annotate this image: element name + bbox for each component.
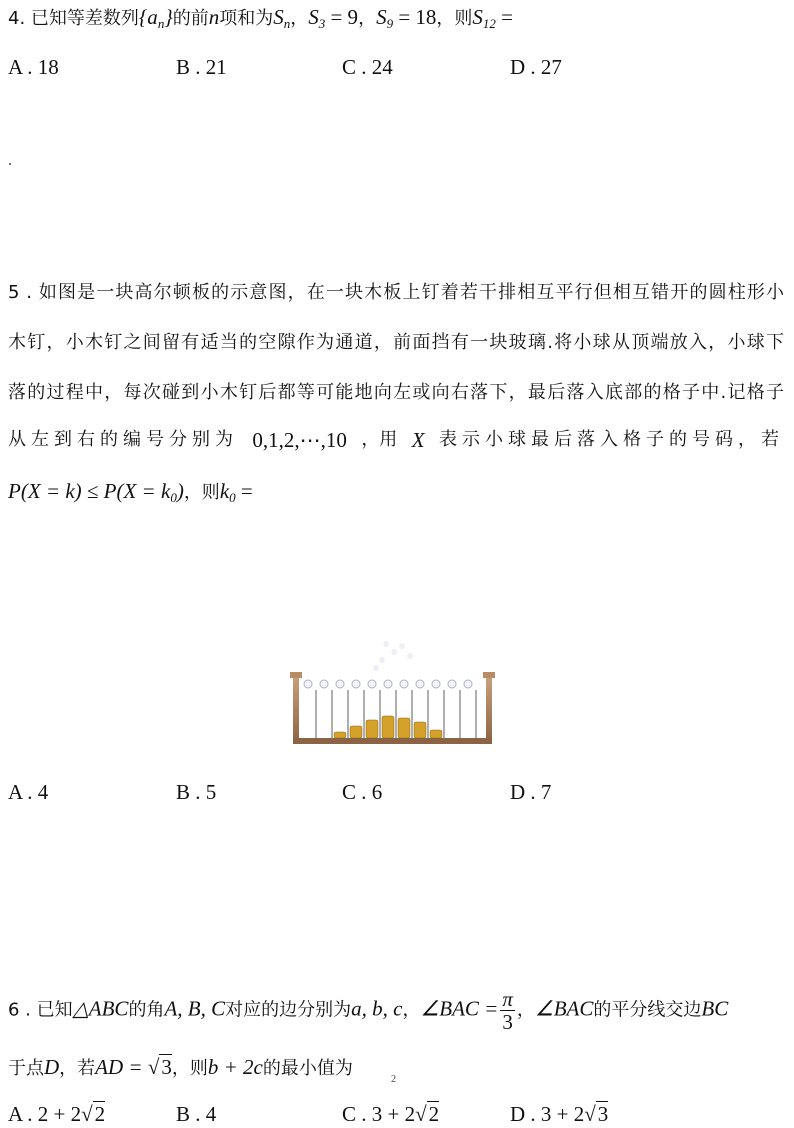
q6-option-b[interactable]: B . 4	[176, 1102, 217, 1126]
q5-option-a[interactable]: A . 4	[8, 780, 49, 804]
collected-balls	[334, 716, 442, 738]
stray-mark: 2	[391, 1074, 396, 1085]
q4-option-d[interactable]: D . 27	[510, 55, 562, 79]
question-number: 4	[8, 8, 20, 29]
falling-balls	[373, 641, 413, 671]
question-6-line-1: 6 . 已知△ABC的角A, B, C对应的边分别为a, b, c，∠BAC = $\frac{\pi}{3}$ ，∠BAC的平分线交边BC	[8, 987, 729, 1034]
q6-option-a[interactable]: A . 2 + 2√2	[8, 1102, 106, 1126]
q6-option-d[interactable]: D . 3 + 2√3	[510, 1102, 609, 1126]
galton-board-figure	[290, 632, 496, 748]
question-5-line-5: $P(X = k) \le P(X = k_0)$，则$k_0$ =	[8, 479, 253, 505]
q6-option-c[interactable]: C . 3 + 2√2	[342, 1102, 440, 1126]
peg-row	[304, 680, 472, 688]
q4-option-c[interactable]: C . 24	[342, 55, 393, 79]
question-4-stem: 4. 已知等差数列$\{a_n\}$的前n项和为$S_n$，$S_3 = 9$，$S_9 = 18$，则$S_{12}$ =	[8, 5, 513, 31]
slot-dividers	[316, 690, 476, 738]
question-5-line-2: 木钉，小木钉之间留有适当的空隙作为通道，前面挡有一块玻璃.将小球从顶端放入，小球下	[8, 332, 784, 353]
q5-option-c[interactable]: C . 6	[342, 780, 383, 804]
q4-option-b[interactable]: B . 21	[176, 55, 227, 79]
scan-speck	[9, 163, 11, 165]
question-5-line-1: 5 . 如图是一块高尔顿板的示意图，在一块木板上钉着若干排相互平行但相互错开的圆柱形小	[8, 282, 784, 303]
board-left-wall	[293, 676, 299, 744]
question-5-line-4: 从左到右的编号分别为 0,1,2,⋯,10 ，用 X 表示小球最后落入格子的号码，若	[8, 428, 784, 452]
question-6-line-2: 于点D，若AD = √3，则b + 2c的最小值为	[8, 1055, 353, 1079]
question-5-line-3: 落的过程中，每次碰到小木钉后都等可能地向左或向右落下，最后落入底部的格子中.记格子	[8, 382, 784, 403]
board-right-wall	[486, 676, 492, 744]
q5-option-b[interactable]: B . 5	[176, 780, 217, 804]
fraction-pi-over-3: $\frac{\pi}{3}$	[502, 987, 513, 1034]
q5-option-d[interactable]: D . 7	[510, 780, 552, 804]
q4-option-a[interactable]: A . 18	[8, 55, 59, 79]
board-base	[293, 738, 492, 744]
